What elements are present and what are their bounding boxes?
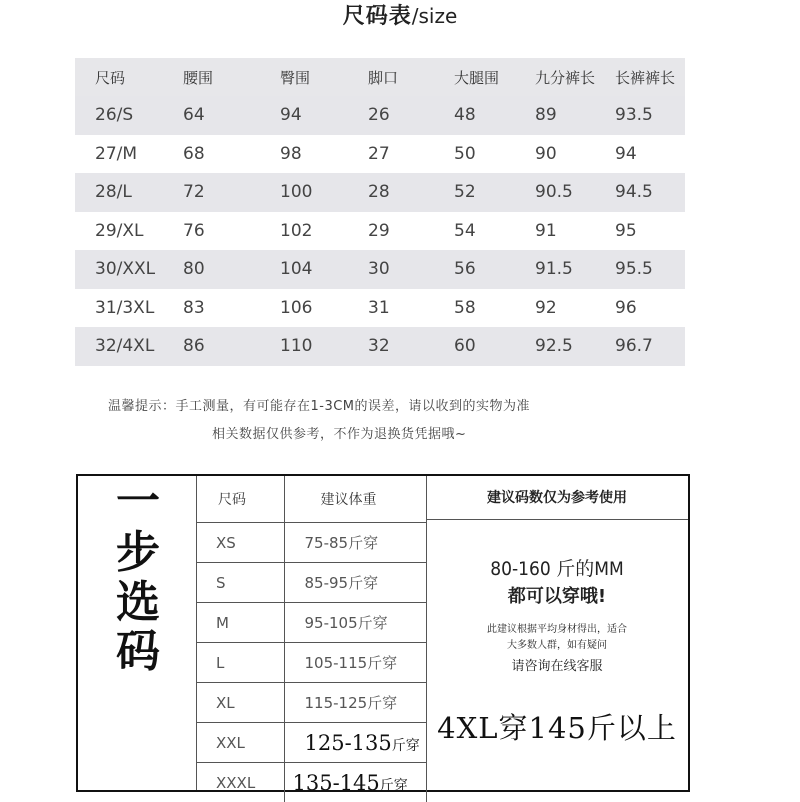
guide-note-4xl: 4XL穿145斤以上 <box>426 706 688 747</box>
cell: 92.5 <box>535 327 615 366</box>
cell: 104 <box>280 250 368 289</box>
guide-weight-range: 135-145 <box>293 771 380 795</box>
guide-size: L <box>196 643 284 683</box>
guide-header-size: 尺码 <box>196 476 284 523</box>
size-guide-box <box>76 474 690 792</box>
title-main: 尺码表 <box>343 4 412 29</box>
guide-size: XS <box>196 523 284 563</box>
guide-weight: 105-115斤穿 <box>284 643 426 683</box>
page-title <box>0 0 800 34</box>
cell: 95.5 <box>615 250 685 289</box>
table-row <box>196 563 426 603</box>
table-row <box>75 327 685 366</box>
cell: 90.5 <box>535 173 615 212</box>
weight-guide-table <box>196 476 427 802</box>
table-row <box>196 523 426 563</box>
guide-size: S <box>196 563 284 603</box>
cell: 52 <box>454 173 535 212</box>
header-cropped-length: 九分裤长 <box>535 58 615 96</box>
table-row <box>196 603 426 643</box>
cell: 56 <box>454 250 535 289</box>
guide-note-small <box>426 622 688 654</box>
guide-note-panel <box>426 476 688 790</box>
table-row <box>196 723 426 763</box>
guide-vertical-title <box>78 476 197 790</box>
guide-size: XL <box>196 683 284 723</box>
cell: 27/M <box>95 135 183 174</box>
cell: 94 <box>280 96 368 135</box>
cell: 28 <box>368 173 454 212</box>
guide-note-small-line-1: 此建议根据平均身材得出，适合 <box>426 622 688 638</box>
cell: 91.5 <box>535 250 615 289</box>
notice-line-1: 温馨提示：手工测量，有可能存在1-3CM的误差，请以收到的实物为准 <box>0 393 800 421</box>
guide-size: M <box>196 603 284 643</box>
table-row <box>75 173 685 212</box>
cell: 91 <box>535 212 615 251</box>
cell: 28/L <box>95 173 183 212</box>
table-row <box>196 763 426 802</box>
header-full-length: 长裤裤长 <box>615 58 685 96</box>
cell: 32 <box>368 327 454 366</box>
cell: 72 <box>183 173 280 212</box>
cell: 98 <box>280 135 368 174</box>
table-row <box>75 96 685 135</box>
size-table <box>75 58 685 366</box>
header-hip: 臀围 <box>280 58 368 96</box>
vertical-title-char: 码 <box>108 630 168 674</box>
vertical-title-char: 选 <box>108 581 168 625</box>
guide-note-contact: 请咨询在线客服 <box>426 655 688 674</box>
guide-size: XXL <box>196 723 284 763</box>
guide-weight: 95-105斤穿 <box>284 603 426 643</box>
guide-note-header: 建议码数仅为参考使用 <box>426 476 688 520</box>
table-row <box>75 250 685 289</box>
cell: 26/S <box>95 96 183 135</box>
guide-note-weight-range: 80-160 斤的MM <box>426 554 688 581</box>
cell: 54 <box>454 212 535 251</box>
cell: 93.5 <box>615 96 685 135</box>
cell: 110 <box>280 327 368 366</box>
guide-weight: 115-125斤穿 <box>284 683 426 723</box>
cell: 31/3XL <box>95 289 183 328</box>
cell: 30/XXL <box>95 250 183 289</box>
table-row <box>196 683 426 723</box>
guide-table-header <box>196 476 426 523</box>
title-sub: /size <box>412 4 458 28</box>
header-hem: 脚口 <box>368 58 454 96</box>
cell: 58 <box>454 289 535 328</box>
guide-note-small-line-2: 大多数人群，如有疑问 <box>426 638 688 654</box>
cell: 94.5 <box>615 173 685 212</box>
guide-size: XXXL <box>196 763 284 802</box>
cell: 89 <box>535 96 615 135</box>
cell: 100 <box>280 173 368 212</box>
cell: 96.7 <box>615 327 685 366</box>
cell: 83 <box>183 289 280 328</box>
cell: 29/XL <box>95 212 183 251</box>
cell: 106 <box>280 289 368 328</box>
guide-header-weight: 建议体重 <box>284 476 426 523</box>
cell: 68 <box>183 135 280 174</box>
table-row <box>75 212 685 251</box>
vertical-title-char: 步 <box>108 531 168 575</box>
cell: 92 <box>535 289 615 328</box>
guide-weight-unit: 斤穿 <box>392 738 420 754</box>
measurement-notice <box>0 393 800 449</box>
cell: 96 <box>615 289 685 328</box>
size-table-header <box>75 58 685 96</box>
cell: 64 <box>183 96 280 135</box>
guide-weight: 75-85斤穿 <box>284 523 426 563</box>
guide-note-fit: 都可以穿哦! <box>426 582 688 608</box>
notice-line-2: 相关数据仅供参考，不作为退换货凭据哦~ <box>0 421 800 449</box>
guide-weight <box>284 723 426 763</box>
guide-weight <box>284 763 426 802</box>
header-waist: 腰围 <box>183 58 280 96</box>
cell: 29 <box>368 212 454 251</box>
cell: 102 <box>280 212 368 251</box>
cell: 26 <box>368 96 454 135</box>
cell: 50 <box>454 135 535 174</box>
cell: 30 <box>368 250 454 289</box>
table-row <box>75 135 685 174</box>
cell: 94 <box>615 135 685 174</box>
header-size: 尺码 <box>95 58 183 96</box>
table-row <box>75 289 685 328</box>
cell: 90 <box>535 135 615 174</box>
cell: 27 <box>368 135 454 174</box>
cell: 60 <box>454 327 535 366</box>
cell: 32/4XL <box>95 327 183 366</box>
table-row <box>196 643 426 683</box>
cell: 86 <box>183 327 280 366</box>
cell: 95 <box>615 212 685 251</box>
cell: 80 <box>183 250 280 289</box>
cell: 48 <box>454 96 535 135</box>
guide-weight: 85-95斤穿 <box>284 563 426 603</box>
guide-weight-unit: 斤穿 <box>380 778 408 794</box>
vertical-title-char: 一 <box>108 480 168 524</box>
cell: 31 <box>368 289 454 328</box>
header-thigh: 大腿围 <box>454 58 535 96</box>
cell: 76 <box>183 212 280 251</box>
guide-weight-range: 125-135 <box>305 731 392 755</box>
